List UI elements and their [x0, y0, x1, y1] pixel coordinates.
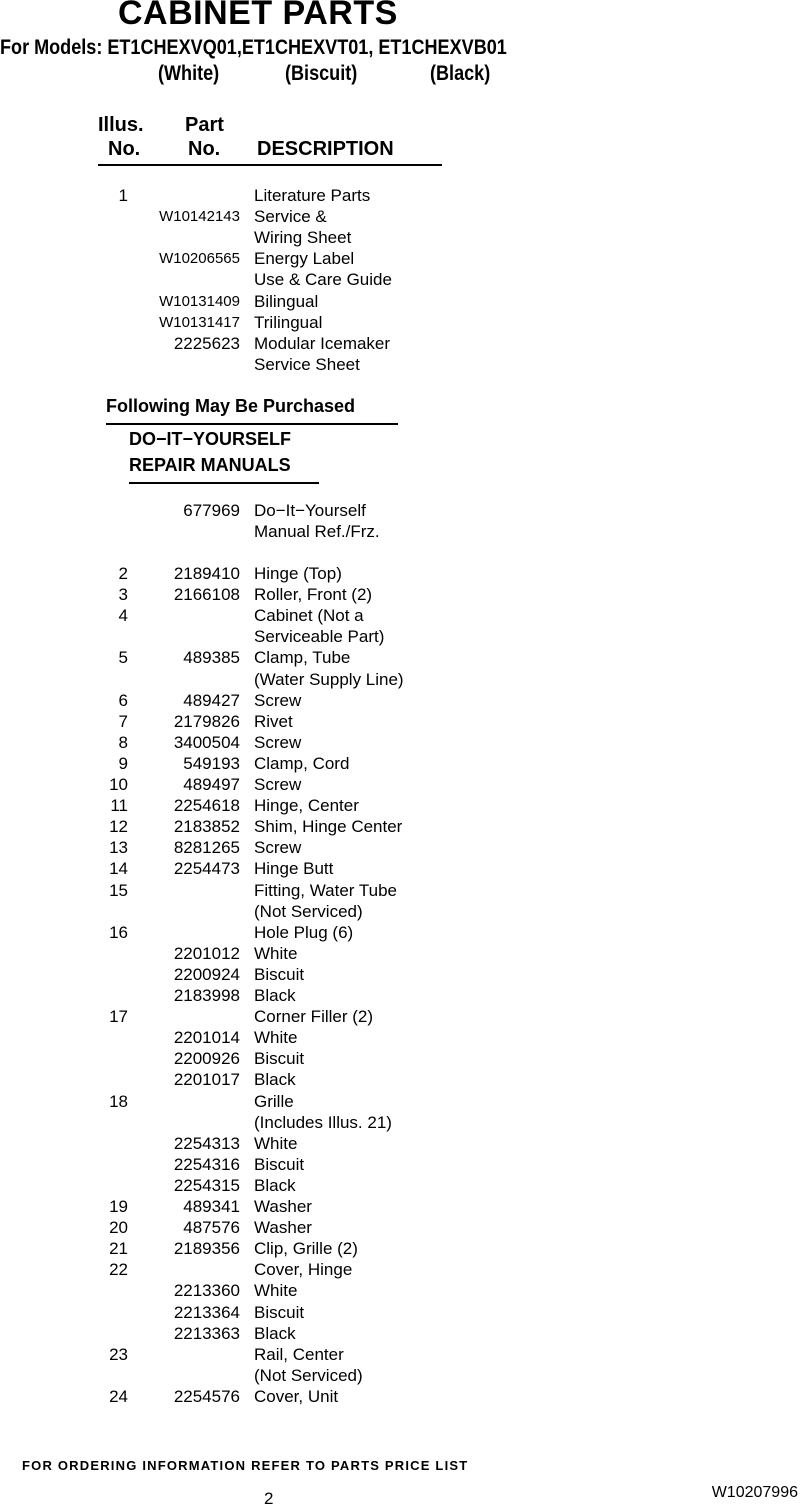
illus-number: 9 [118, 753, 128, 773]
diy-heading-line-1: DO−IT−YOURSELF [129, 429, 292, 449]
part-row [0, 291, 806, 312]
part-number: 2225623 [173, 333, 240, 353]
part-description: Rail, Center [254, 1344, 344, 1364]
part-description: Use & Care Guide [254, 270, 392, 290]
part-row [0, 500, 806, 521]
illus-number: 13 [109, 838, 128, 858]
part-row [0, 1344, 806, 1365]
illus-number: 6 [118, 690, 128, 710]
part-row [0, 269, 806, 290]
part-row [0, 312, 806, 333]
header-description: DESCRIPTION [257, 138, 394, 160]
illus-number: 4 [118, 606, 128, 626]
part-description: Washer [254, 1197, 312, 1216]
part-number: 8281265 [173, 838, 240, 858]
part-description: Hole Plug (6) [254, 922, 354, 942]
part-description: Service Sheet [254, 354, 360, 374]
part-number: 2213363 [173, 1323, 240, 1343]
part-row [0, 647, 806, 668]
part-description: Roller, Front (2) [254, 585, 373, 605]
part-row [0, 880, 806, 901]
document-number: W10207996 [711, 1484, 798, 1501]
part-number: 2213364 [173, 1302, 240, 1322]
part-number: 677969 [183, 501, 240, 520]
part-description: Grille [254, 1091, 294, 1111]
part-row [0, 1196, 806, 1217]
part-description: Clip, Grille (2) [254, 1239, 358, 1259]
part-row [0, 354, 806, 375]
color-label-white: (White) [158, 62, 220, 85]
part-number: W10131417 [159, 313, 240, 331]
part-description: Clamp, Tube [254, 648, 351, 668]
page-number: 2 [264, 1489, 274, 1508]
illus-number: 5 [118, 648, 128, 668]
part-number: W10206565 [159, 250, 240, 268]
part-description: Corner Filler (2) [254, 1007, 374, 1027]
color-label-biscuit: (Biscuit) [285, 62, 358, 85]
part-row [0, 816, 806, 837]
part-description: Cover, Unit [254, 1386, 339, 1406]
part-number: 2201014 [173, 1028, 240, 1048]
part-number: 2179826 [173, 711, 240, 731]
illus-number: 18 [109, 1091, 128, 1111]
part-row [0, 1091, 806, 1112]
part-row [0, 753, 806, 774]
part-description: Washer [254, 1218, 312, 1238]
part-number: 2189356 [173, 1239, 240, 1259]
part-row [0, 521, 806, 542]
part-row [0, 605, 806, 626]
part-row [0, 690, 806, 711]
part-row [0, 669, 806, 690]
part-row [0, 1069, 806, 1090]
color-label-black: (Black) [430, 62, 491, 85]
part-description: Biscuit [254, 1049, 305, 1069]
part-description: Cover, Hinge [254, 1260, 353, 1280]
part-row [0, 1302, 806, 1323]
part-description: Bilingual [254, 291, 319, 311]
part-row [0, 626, 806, 647]
illus-number: 1 [118, 186, 128, 205]
part-row [0, 1112, 806, 1133]
part-row [0, 985, 806, 1006]
purchase-heading: Following May Be Purchased [106, 396, 356, 416]
part-description: Service & [254, 207, 327, 227]
part-description: Biscuit [254, 1154, 305, 1174]
part-description: Screw [254, 775, 302, 794]
part-description: Do−It−Yourself [254, 501, 366, 520]
part-row [0, 922, 806, 943]
part-description: Manual Ref./Frz. [254, 522, 380, 541]
part-row [0, 837, 806, 858]
part-description: Biscuit [254, 964, 305, 984]
part-number: 2254576 [173, 1386, 240, 1406]
part-description: White [254, 943, 298, 963]
part-description: (Not Serviced) [254, 901, 363, 921]
part-description: Screw [254, 838, 302, 858]
part-number: 2254315 [173, 1175, 240, 1195]
part-description: Literature Parts [254, 186, 371, 205]
illus-number: 16 [109, 922, 128, 942]
part-row [0, 1323, 806, 1344]
part-row [0, 964, 806, 985]
part-row [0, 1048, 806, 1069]
illus-number: 17 [109, 1007, 128, 1027]
part-description: Trilingual [254, 312, 323, 332]
part-description: (Not Serviced) [254, 1365, 363, 1385]
part-row [0, 1238, 806, 1259]
part-number: 489341 [183, 1197, 240, 1216]
part-row [0, 1259, 806, 1280]
part-description: White [254, 1281, 298, 1301]
part-description: Fitting, Water Tube [254, 880, 397, 900]
part-row [0, 943, 806, 964]
part-row [0, 1217, 806, 1238]
part-row [0, 185, 806, 206]
part-description: Rivet [254, 711, 293, 731]
part-row [0, 584, 806, 605]
part-description: White [254, 1133, 298, 1153]
part-number: 2254618 [173, 796, 240, 816]
part-row [0, 248, 806, 269]
ordering-footer: FOR ORDERING INFORMATION REFER TO PARTS PRICE LIST [22, 1458, 469, 1473]
part-number: 549193 [183, 753, 240, 773]
header-illus-top: Illus. [98, 114, 144, 136]
purchase-heading-rule [106, 423, 398, 425]
part-number: 489427 [183, 690, 240, 710]
illus-number: 12 [109, 817, 128, 837]
illus-number: 7 [118, 711, 128, 731]
part-description: White [254, 1028, 298, 1048]
part-description: Shim, Hinge Center [254, 817, 403, 837]
models-line: For Models: ET1CHEXVQ01,ET1CHEXVT01, ET1CHEXVB01 [0, 36, 507, 59]
part-row [0, 1280, 806, 1301]
diy-heading-rule [129, 482, 319, 484]
part-description: (Water Supply Line) [254, 669, 404, 689]
part-row [0, 1175, 806, 1196]
part-description: Modular Icemaker [254, 333, 391, 353]
part-number: 2200924 [173, 964, 240, 984]
part-number: W10131409 [159, 292, 240, 310]
illus-number: 21 [109, 1239, 128, 1259]
part-row [0, 774, 806, 795]
header-part-bottom: No. [188, 138, 221, 160]
diy-heading-line-2: REPAIR MANUALS [129, 455, 291, 475]
part-description: Screw [254, 732, 302, 752]
part-description: Black [254, 1070, 296, 1090]
part-description: Hinge, Center [254, 796, 359, 816]
header-rule [98, 164, 442, 166]
part-description: Clamp, Cord [254, 753, 350, 773]
part-description: Hinge (Top) [254, 564, 342, 583]
illus-number: 11 [110, 796, 128, 816]
part-description: Black [254, 986, 296, 1005]
part-row [0, 901, 806, 922]
part-description: Black [254, 1323, 296, 1343]
part-number: 3400504 [173, 732, 240, 752]
part-row [0, 711, 806, 732]
part-description: Cabinet (Not a [254, 606, 364, 626]
part-row [0, 1133, 806, 1154]
part-row [0, 732, 806, 753]
part-number: 2183998 [173, 986, 240, 1005]
header-illus-bottom: No. [108, 138, 141, 160]
part-number: 2200926 [173, 1049, 240, 1069]
part-description: Biscuit [254, 1302, 305, 1322]
part-description: Energy Label [254, 249, 355, 269]
illus-number: 19 [109, 1197, 128, 1216]
part-row [0, 1365, 806, 1386]
page-title: CABINET PARTS [118, 0, 398, 32]
part-description: Screw [254, 690, 302, 710]
part-description: (Includes Illus. 21) [254, 1112, 392, 1132]
part-row [0, 1027, 806, 1048]
part-row [0, 227, 806, 248]
part-row [0, 1154, 806, 1175]
part-row [0, 206, 806, 227]
part-number: 2254316 [173, 1154, 240, 1174]
part-description: Hinge Butt [254, 859, 334, 879]
part-number: W10142143 [159, 208, 240, 226]
part-number: 2254473 [173, 859, 240, 879]
part-row [0, 333, 806, 354]
part-number: 2183852 [173, 817, 240, 837]
part-number: 2254313 [173, 1133, 240, 1153]
illus-number: 2 [118, 564, 128, 583]
part-number: 2166108 [173, 585, 240, 605]
illus-number: 24 [109, 1386, 128, 1406]
illus-number: 10 [109, 775, 128, 794]
part-number: 2189410 [173, 564, 240, 583]
part-number: 489497 [183, 775, 240, 794]
illus-number: 22 [109, 1260, 128, 1280]
illus-number: 14 [109, 859, 128, 879]
part-number: 2201012 [173, 943, 240, 963]
part-row [0, 563, 806, 584]
part-number: 487576 [183, 1218, 240, 1238]
part-row [0, 1006, 806, 1027]
part-row [0, 1386, 806, 1407]
header-part-top: Part [185, 114, 224, 136]
part-row [0, 858, 806, 879]
illus-number: 23 [109, 1344, 128, 1364]
illus-number: 3 [118, 585, 128, 605]
part-description: Wiring Sheet [254, 228, 352, 248]
part-description: Black [254, 1175, 296, 1195]
illus-number: 8 [118, 732, 128, 752]
part-description: Serviceable Part) [254, 627, 385, 647]
part-row [0, 795, 806, 816]
part-number: 2213360 [173, 1281, 240, 1301]
illus-number: 15 [109, 880, 128, 900]
part-number: 2201017 [173, 1070, 240, 1090]
part-number: 489385 [183, 648, 240, 668]
illus-number: 20 [109, 1218, 128, 1238]
